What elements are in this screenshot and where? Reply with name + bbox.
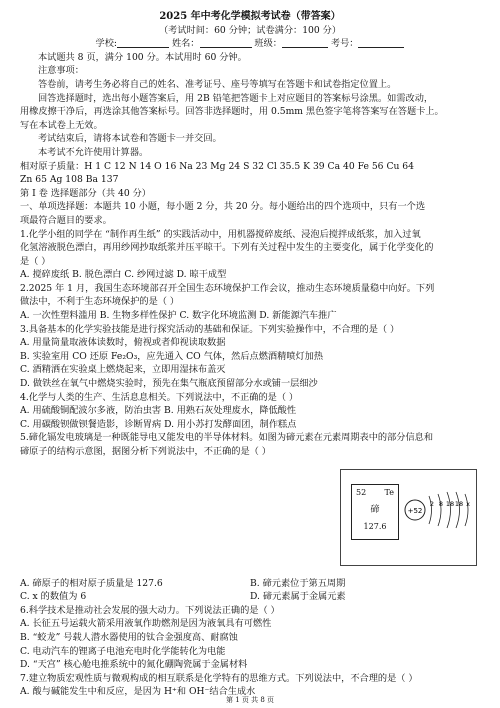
- class-label: 班级：: [254, 38, 282, 50]
- element-symbol: Te: [384, 487, 394, 497]
- exam-intro: 本试题共 8 页，满分 100 分。本试用时 60 分钟。: [38, 51, 247, 63]
- note-4: 本考试不允许使用计算器。: [38, 146, 149, 158]
- class-field[interactable]: [282, 37, 328, 48]
- note-2b: 用橡皮擦干净后，再选涂其他答案标号。回答非选择题时，用 0.5mm 黑色签字笔将答案写在答题卡上。: [20, 106, 444, 118]
- q4-option-ab: A. 用硫酸铜配波尔多液，防治虫害 B. 用熟石灰处理废水，降低酸性: [20, 405, 297, 417]
- q6-option-a: A. 长征五号运载火箭采用液氧作助燃剂是因为液氧具有可燃性: [20, 618, 272, 630]
- q6-option-d: D. “天宫” 核心舱电推系统中的氮化硼陶瓷属于金属材料: [20, 659, 248, 671]
- q4-option-cd: C. 用碳酸钡做钡餐造影，诊断胃病 D. 用小苏打发酵面团，制作糕点: [20, 418, 297, 430]
- q5-figure-row: [20, 459, 480, 577]
- exam-subtitle: （考试时间：60 分钟；试卷满分：100 分）: [158, 24, 342, 36]
- atomic-mass-b: Zn 65 Ag 108 Ba 137: [20, 174, 119, 186]
- notes-heading: 注意事项：: [38, 65, 84, 77]
- atomic-mass-a: 相对原子质量：H 1 C 12 N 14 O 16 Na 23 Mg 24 S 32 Cl 35.5 K 39 Ca 40 Fe 56 Cu 64: [20, 160, 414, 172]
- q5-options-row-2: [20, 590, 480, 604]
- shell-arc-5: [465, 494, 468, 526]
- q1-stem-c: 是（ ）: [20, 255, 51, 267]
- q6-option-b: B. “蛟龙” 号载人潜水器使用的钛合金强度高、耐腐蚀: [20, 631, 238, 643]
- q3-option-a: A. 用量筒量取液体读数时，俯视或者仰视读取数据: [20, 337, 226, 349]
- q5-stem-a: 5.碲化镉发电玻璃是一种既能导电又能发电的半导体材料。如图为碲元素在元素周期表中的部分信息和: [20, 432, 434, 444]
- q1-stem-b: 化氢溶液脱色漂白，再用纱网抄取纸浆并压平晾干。下列有关过程中发生的主要变化，属于化学变化的: [20, 242, 434, 254]
- note-3: 考试结束后，请将本试卷和答题卡一并交回。: [38, 133, 222, 145]
- q3-option-d: D. 做铁丝在氧气中燃烧实验时，预先在集气瓶底预留部分水或铺一层细沙: [20, 378, 318, 390]
- shell-arc-4: [456, 492, 460, 528]
- q2-stem-a: 2.2025 年 1 月，我国生态环境部召开全国生态环境保护工作会议，推动生态环境质量稳中向好。下列: [20, 282, 435, 294]
- number-label: 考号：: [330, 38, 359, 50]
- section-instr-b: 项最符合题目的要求。: [20, 214, 112, 226]
- name-label: 姓名：: [171, 38, 200, 50]
- q5-option-b: B. 碲元素位于第五周期: [250, 577, 346, 589]
- q3-option-b: B. 实验室用 CO 还原 Fe₂O₃，应先通入 CO 气体，然后点燃酒精喷灯加热: [20, 350, 324, 362]
- tellurium-figure: [340, 469, 477, 566]
- q1-options: A. 搅碎废纸 B. 脱色漂白 C. 纱网过滤 D. 晾干成型: [20, 269, 227, 281]
- student-info-row: [20, 37, 480, 51]
- q2-stem-b: 做法中，不利于生态环境保护的是（ ）: [20, 296, 180, 308]
- section-part: 第 Ⅰ 卷 选择题部分（共 40 分）: [20, 187, 151, 199]
- school-label: 学校:: [95, 38, 118, 50]
- shell-arc-2: [438, 494, 444, 526]
- atomic-number: 52: [356, 487, 367, 497]
- shell-2-count: 8: [438, 499, 444, 508]
- name-field[interactable]: [200, 37, 252, 48]
- note-2c: 写在本试卷上无效。: [20, 119, 103, 131]
- q2-options: A. 一次性塑料滥用 B. 生物多样性保护 C. 数字化环境监测 D. 新能源汽车推广: [20, 310, 337, 322]
- q6-option-c: C. 电动汽车的锂离子电池充电时化学能转化为电能: [20, 645, 226, 657]
- q6-stem: 6.科学技术是推动社会发展的强大动力。下列说法正确的是（ ）: [20, 604, 280, 616]
- q7-option-a: A. 酸与碱能发生中和反应，是因为 H⁺和 OH⁻结合生成水: [20, 686, 256, 698]
- q3-option-c: C. 酒精洒在实验桌上燃烧起来，立即用湿抹布盖灭: [20, 364, 226, 376]
- q5-stem-b: 碲原子的结构示意图，据图分析下列说法中，不正确的是（ ）: [20, 446, 271, 457]
- school-field[interactable]: [117, 37, 169, 48]
- element-name: 碲: [370, 504, 380, 515]
- shell-5-count: x: [466, 499, 470, 508]
- q3-stem: 3.具备基本的化学实验技能是进行探究活动的基础和保证。下列实验操作中，不合理的是（ ）: [20, 323, 400, 335]
- exam-title: 2025 年中考化学模拟考试卷（带答案）: [159, 11, 341, 22]
- q5-option-a: A. 碲原子的相对原子质量是 127.6: [20, 577, 163, 589]
- shell-4-count: 18: [454, 499, 464, 508]
- q5-option-d: D. 碲元素属于金属元素: [250, 591, 346, 603]
- page-footer: 第 1 页 共 8 页: [225, 696, 275, 704]
- q1-stem-a: 1.化学小组的同学在 “制作再生纸” 的实践活动中，用机器搅碎废纸、浸泡后搅拌成纸浆，加入过氧: [20, 228, 421, 240]
- exam-page: [20, 10, 480, 699]
- q4-stem: 4.化学与人类的生产、生活息息相关。下列说法中，不正确的是（ ）: [20, 391, 299, 403]
- q7-stem: 7.建立物质宏观性质与微观构成的相互联系是化学特有的思维方式。下列说法中，不合理的是（ ）: [20, 672, 418, 684]
- q5-options-row-1: [20, 577, 480, 591]
- atom-structure-diagram: [403, 482, 473, 542]
- number-field[interactable]: [358, 37, 404, 48]
- section-instr-a: 一、单项选择题：本题共 10 小题，每小题 2 分，共 20 分。每小题给出的四个选项中，只有一个选: [20, 201, 426, 213]
- shell-3-count: 18: [445, 499, 455, 508]
- periodic-cell: [351, 484, 399, 540]
- note-2a: 回答选择题时，选出每小题答案后，用 2B 铅笔把答题卡上对应题目的答案标号涂黑。如需改动，: [38, 92, 434, 104]
- q5-option-c: C. x 的数值为 6: [20, 591, 87, 603]
- shell-arc-3: [447, 492, 451, 528]
- note-1: 答卷前，请考生务必将自己的姓名、准考证号、座号等填写在答题卡和试卷指定位置上。: [38, 78, 397, 90]
- nucleus-charge: +52: [407, 506, 423, 515]
- atomic-mass: 127.6: [363, 521, 387, 531]
- shell-1-count: 2: [429, 499, 435, 508]
